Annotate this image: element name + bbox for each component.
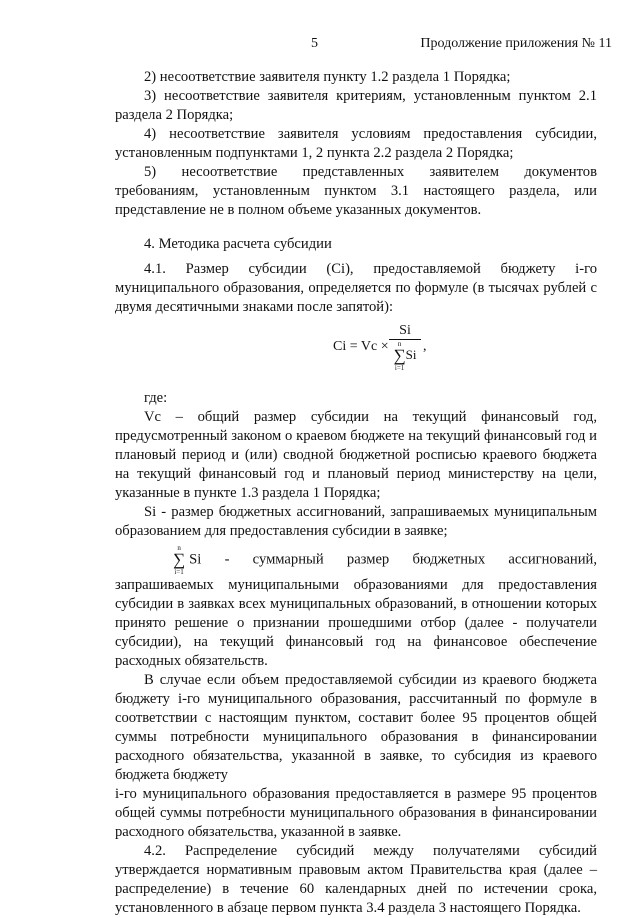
list-item: 3) несоответствие заявителя критериям, установленным пунктом 2.1 раздела 2 Порядка;: [115, 88, 597, 123]
list-item: 5) несоответствие представленных заявителем документов требованиям, установленным пунктом 3.1 настоящего раздела, или представление не в полном объеме указанных документов.: [115, 164, 597, 218]
definition-sum-text: - суммарный размер бюджетных ассигнований, запрашиваемых муниципальными образованиями для предоставления субсидии в заявках всех муниципальных образований, в отношении которых принято решение о признании прошедшими отбор (далее - получатели субсидии), на текущий финансовый год на финансовое обеспечение расходных обязательств.: [115, 551, 597, 669]
sum-lower-limit: i=1: [394, 364, 405, 372]
page-number: 5: [311, 36, 318, 51]
where-label: где:: [144, 390, 168, 406]
list-item: 2) несоответствие заявителя пункту 1.2 раздела 1 Порядка;: [144, 69, 511, 85]
subsidy-formula: [115, 323, 597, 385]
sum-symbol: [144, 544, 185, 576]
sum-lower-limit: i=1: [174, 568, 184, 576]
paragraph-case-continued: i-го муниципального образования предоставляется в размере 95 процентов общей суммы потребности муниципального образования в финансировании расходного обязательства, указанной в заявке.: [115, 786, 597, 840]
section-title: 4. Методика расчета субсидии: [144, 236, 332, 252]
sum-term: Si: [189, 551, 202, 568]
formula-fraction: [389, 323, 421, 372]
document-body: [115, 68, 597, 918]
formula-denominator: [389, 340, 421, 372]
sum-term: Si: [405, 346, 417, 362]
sigma-icon: ∑: [393, 346, 406, 365]
definition-vc: Vc – общий размер субсидии на текущий финансовый год, предусмотренный законом о краевом бюджете на текущий финансовый год и плановый период и (или) сводной бюджетной росписью краевого бюджета на текущий финансовый год и плановый период министерству на цели, указанные в пункте 1.3 раздела 1 Порядка;: [115, 409, 597, 501]
definition-si: Si - размер бюджетных ассигнований, запрашиваемых муниципальным образованием для предоставления субсидии в заявке;: [115, 504, 597, 539]
paragraph-4-2: 4.2. Распределение субсидий между получателями субсидий утверждается нормативным правовым актом Правительства края (далее – распределение) в течение 60 календарных дней по истечении срока, установленного в абзаце первом пункта 3.4 раздела 3 настоящего Порядка.: [115, 843, 597, 916]
sum-upper-limit: n: [397, 340, 402, 348]
formula-comma: ,: [423, 339, 427, 354]
definition-sum: [115, 544, 597, 671]
sigma-icon: ∑: [173, 550, 186, 569]
paragraph-case: В случае если объем предоставляемой субсидии из краевого бюджета бюджету i-го муниципального образования, рассчитанный по формуле в соответствии с настоящим пунктом, составит более 95 процентов общей суммы потребности муниципального образования в финансировании расходного обязательства, указанной в заявке, то субсидия из краевого бюджета бюджету: [115, 672, 597, 783]
list-item: 4) несоответствие заявителя условиям предоставления субсидии, установленным подпунктами 1, 2 пункта 2.2 раздела 2 Порядка;: [115, 126, 597, 161]
sum-upper-limit: n: [177, 544, 181, 552]
paragraph-4-1: 4.1. Размер субсидии (Ci), предоставляемой бюджету i-го муниципального образования, определяется по формуле (в тысячах рублей с двумя десятичными знаками после запятой):: [115, 261, 597, 315]
appendix-note: Продолжение приложения № 11: [420, 36, 612, 51]
formula-lhs: Ci = Vc ×: [333, 339, 389, 354]
sum-symbol: [394, 340, 406, 372]
formula-numerator: Si: [389, 323, 421, 340]
